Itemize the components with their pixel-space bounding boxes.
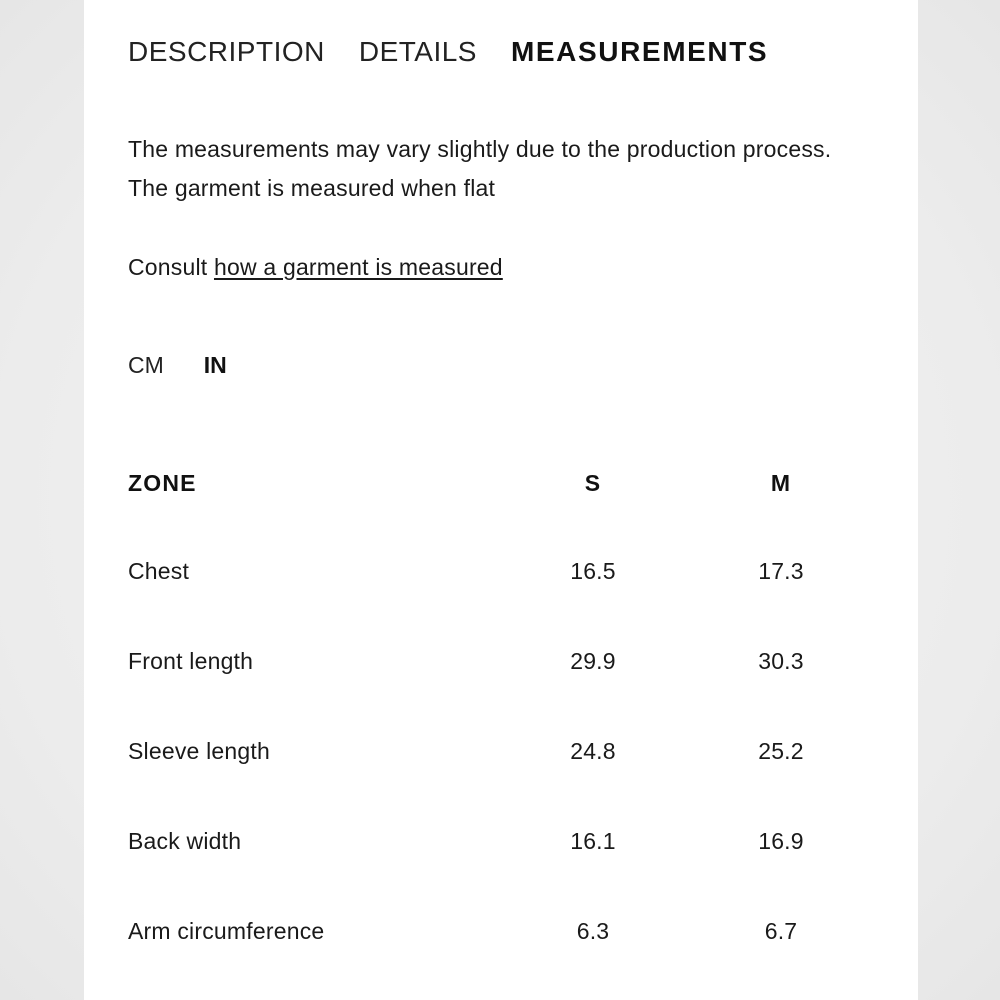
column-header-s: S bbox=[584, 470, 602, 496]
table-row bbox=[128, 918, 848, 1000]
measurement-note-line-2: The garment is measured when flat bbox=[128, 175, 496, 201]
tab-bar bbox=[128, 36, 802, 68]
consult-prefix: Consult bbox=[128, 254, 214, 280]
zone-cell: Front length bbox=[128, 648, 254, 674]
table-row bbox=[128, 558, 848, 648]
size-s-cell: 24.8 bbox=[570, 738, 616, 764]
size-m-cell: 6.7 bbox=[764, 918, 798, 944]
zone-cell: Back width bbox=[128, 828, 242, 854]
table-row bbox=[128, 828, 848, 918]
measurement-note bbox=[128, 130, 831, 208]
measurements-panel bbox=[84, 0, 918, 1000]
unit-cm-button[interactable]: CM bbox=[128, 352, 164, 378]
tab-description[interactable]: DESCRIPTION bbox=[128, 36, 325, 67]
column-header-m: M bbox=[770, 470, 792, 496]
measurement-note-line-1: The measurements may vary slightly due to the production process. bbox=[128, 136, 832, 162]
unit-in-button[interactable]: IN bbox=[203, 352, 227, 378]
size-table bbox=[128, 470, 848, 1000]
column-header-zone: ZONE bbox=[128, 470, 197, 496]
unit-toggle bbox=[128, 352, 267, 379]
zone-cell: Sleeve length bbox=[128, 738, 270, 764]
consult-text bbox=[128, 254, 503, 281]
zone-cell: Arm circumference bbox=[128, 918, 325, 944]
table-row bbox=[128, 738, 848, 828]
tab-details[interactable]: DETAILS bbox=[358, 36, 477, 67]
table-row bbox=[128, 648, 848, 738]
zone-cell: Chest bbox=[128, 558, 190, 584]
how-measured-link[interactable]: how a garment is measured bbox=[213, 254, 503, 280]
size-m-cell: 30.3 bbox=[758, 648, 804, 674]
size-s-cell: 29.9 bbox=[570, 648, 616, 674]
tab-measurements[interactable]: MEASUREMENTS bbox=[510, 36, 769, 67]
size-s-cell: 16.5 bbox=[570, 558, 616, 584]
size-s-cell: 6.3 bbox=[576, 918, 610, 944]
size-m-cell: 17.3 bbox=[758, 558, 804, 584]
table-header-row bbox=[128, 470, 848, 558]
size-s-cell: 16.1 bbox=[570, 828, 616, 854]
size-m-cell: 25.2 bbox=[758, 738, 804, 764]
size-m-cell: 16.9 bbox=[758, 828, 804, 854]
